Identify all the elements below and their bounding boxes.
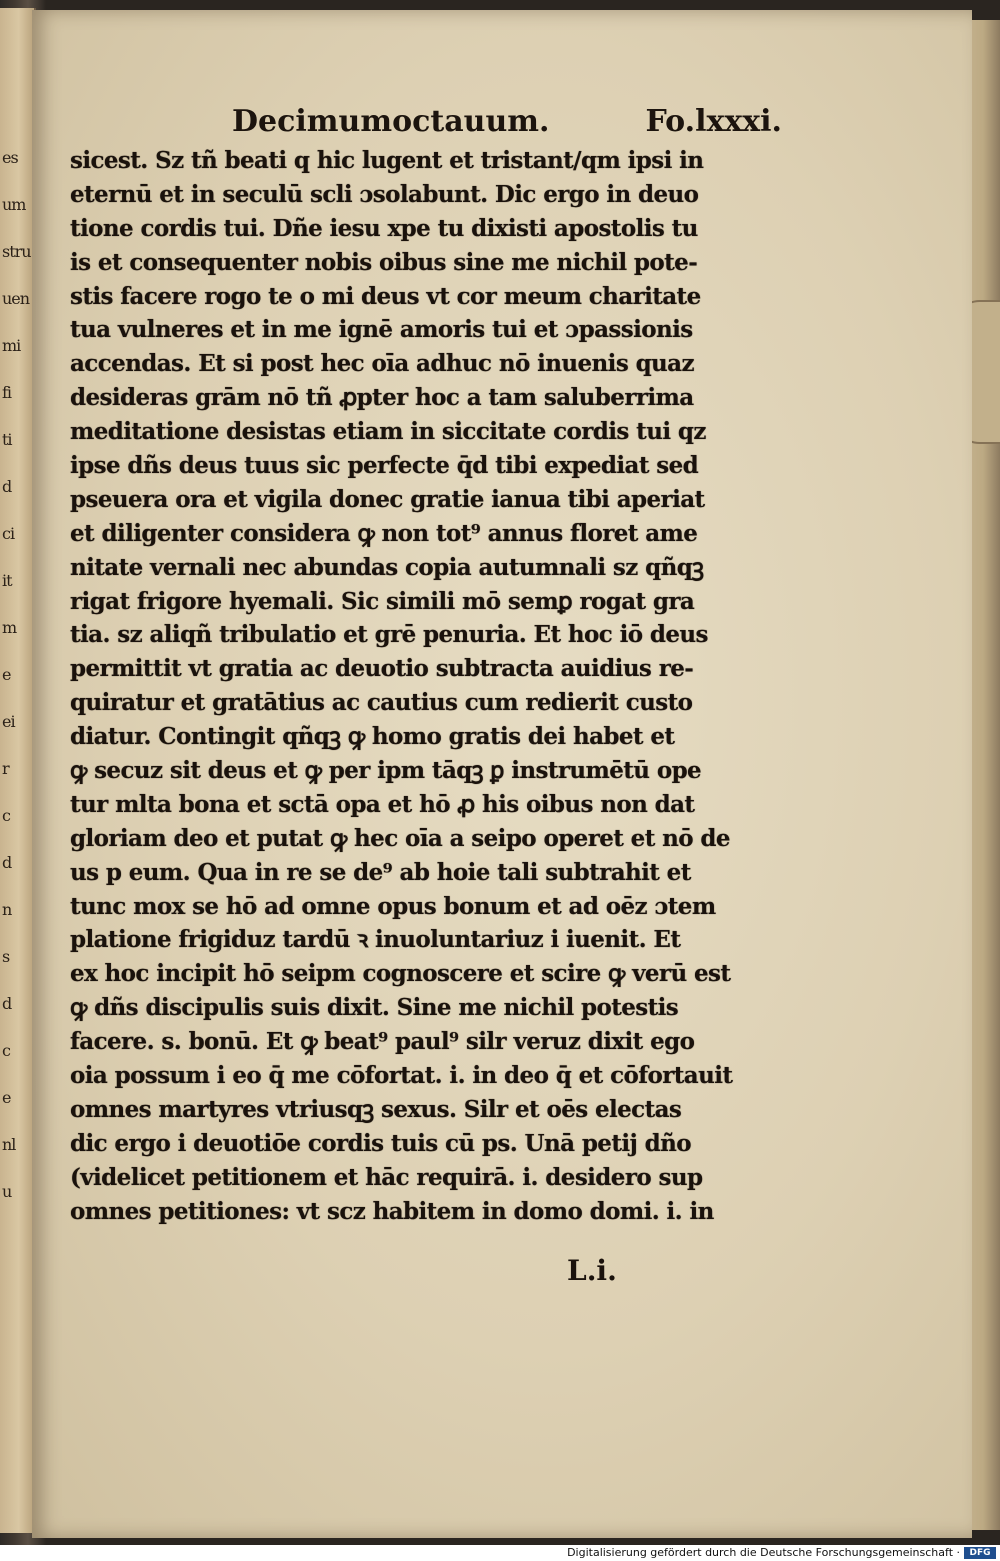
left-page-fragment: c: [2, 806, 10, 825]
text-line: diatur. Contingit qñqꝫ ꝙ homo gratis dei habet et: [70, 723, 675, 751]
page-header: [202, 102, 782, 150]
text-line: tunc mox se hō ad omne opus bonum et ad oēz ɔtem: [70, 892, 716, 920]
text-line: us p eum. Qua in re se de⁹ ab hoie tali subtrahit et: [70, 858, 691, 886]
left-page-fragment: nl: [2, 1135, 16, 1154]
left-page-fragment: stru: [2, 242, 31, 261]
text-line: eternū et in seculū scli ɔsolabunt. Dic ergo in deuo: [70, 180, 699, 208]
left-page-fragment: c: [2, 1041, 10, 1060]
text-line: rigat frigore hyemali. Sic simili mō semꝑ rogat gra: [70, 587, 695, 615]
left-page-edge: [0, 8, 36, 1533]
left-page-fragment: e: [2, 1088, 11, 1107]
text-line: dic ergo i deuotiōe cordis tuis cū ps. Unā petij dño: [70, 1129, 691, 1157]
left-page-fragment: it: [2, 571, 12, 590]
text-line: permittit vt gratia ac deuotio subtracta auidius re-: [70, 655, 694, 683]
text-line: pseuera ora et vigila donec gratie ianua tibi aperiat: [70, 485, 705, 513]
left-page-fragment: fi: [2, 383, 12, 402]
text-line: oia possum i eo q̄ me cōfortat. i. in deo q̄ et cōfortauit: [70, 1062, 733, 1090]
left-page-fragment: e: [2, 665, 11, 684]
text-line: is et consequenter nobis oibus sine me nichil pote-: [70, 248, 698, 276]
left-page-fragment: mi: [2, 336, 21, 355]
left-page-fragment: um: [2, 195, 26, 214]
text-line: facere. s. bonū. Et ꝙ beat⁹ paul⁹ silr veruz dixit ego: [70, 1028, 695, 1056]
text-line: tia. sz aliqñ tribulatio et grē penuria. Et hoc iō deus: [70, 621, 708, 649]
left-page-fragment: u: [2, 1182, 12, 1201]
left-page-fragment: d: [2, 994, 12, 1013]
text-line: (videlicet petitionem et hāc requirā. i. desidero sup: [70, 1163, 703, 1191]
text-block: [70, 144, 795, 1229]
dfg-logo: DFG: [964, 1547, 996, 1559]
left-page-fragment: ei: [2, 712, 15, 731]
text-line: ꝙ dñs discipulis suis dixit. Sine me nichil potestis: [70, 994, 679, 1022]
text-line: omnes petitiones: vt scz habitem in domo domi. i. in: [70, 1197, 714, 1225]
text-line: nitate vernali nec abundas copia autumnali sz qñqꝫ: [70, 553, 704, 581]
text-line: accendas. Et si post hec oīa adhuc nō inuenis quaz: [70, 350, 694, 378]
left-page-fragment: d: [2, 477, 12, 496]
text-line: quiratur et gratātius ac cautius cum redierit custo: [70, 689, 693, 717]
text-line: tur mlta bona et sctā opa et hō ꝓ his oibus non dat: [70, 790, 695, 818]
left-page-fragment: es: [2, 148, 18, 167]
left-page-fragment: m: [2, 618, 17, 637]
text-line: platione frigiduz tardū ꝛ inuoluntariuz i iuenit. Et: [70, 926, 681, 954]
footer-bar: [0, 1545, 1000, 1561]
folio-number: Fo.lxxxi.: [645, 104, 782, 139]
text-line: gloriam deo et putat ꝙ hec oīa a seipo operet et nō de: [70, 824, 730, 852]
left-page-fragment: s: [2, 947, 10, 966]
text-line: ꝙ secuz sit deus et ꝙ per ipm tāqꝫ ꝑ instrumētū ope: [70, 757, 702, 785]
left-page-fragment: ti: [2, 430, 12, 449]
text-line: et diligenter considera ꝙ non tot⁹ annus floret ame: [70, 519, 698, 547]
text-line: tione cordis tui. Dñe iesu xpe tu dixisti apostolis tu: [70, 214, 698, 242]
left-page-fragment: d: [2, 853, 12, 872]
running-title: Decimumoctauum.: [232, 104, 550, 139]
printed-page: [32, 10, 972, 1538]
left-page-fragment: n: [2, 900, 12, 919]
text-line: meditatione desistas etiam in siccitate cordis tui qz: [70, 418, 706, 446]
text-line: stis facere rogo te o mi deus vt cor meum charitate: [70, 282, 701, 310]
text-line: desideras grām nō tñ ꝓpter hoc a tam saluberrima: [70, 384, 694, 412]
funding-note: Digitalisierung gefördert durch die Deutsche Forschungsgemeinschaft ·: [567, 1546, 960, 1559]
text-line: ipse dñs deus tuus sic perfecte q̄d tibi expediat sed: [70, 452, 699, 480]
left-page-fragment: r: [2, 759, 9, 778]
left-page-fragment: ci: [2, 524, 15, 543]
text-line: sicest. Sz tñ beati q hic lugent et tristant/qm ipsi in: [70, 147, 704, 174]
text-line: tua vulneres et in me ignē amoris tui et ɔpassionis: [70, 316, 693, 344]
signature-mark: L.i.: [567, 1254, 617, 1287]
left-page-fragment: uen: [2, 289, 30, 308]
text-line: omnes martyres vtriusqꝫ sexus. Silr et oēs electas: [70, 1095, 682, 1123]
text-line: ex hoc incipit hō seipm cognoscere et scire ꝙ verū est: [70, 960, 731, 988]
